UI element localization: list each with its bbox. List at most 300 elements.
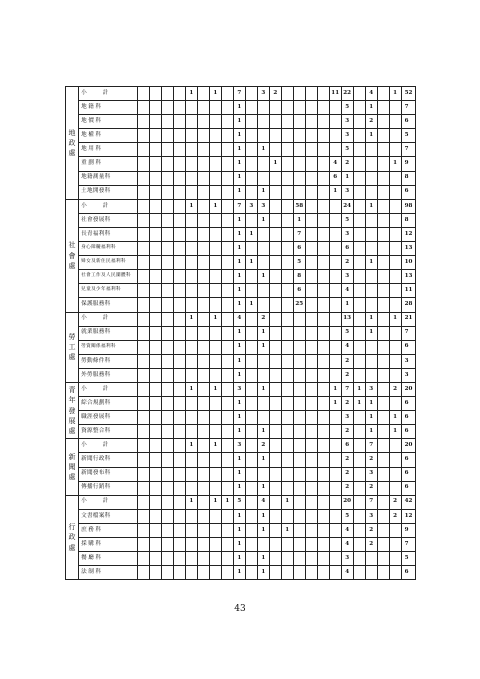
count-cell bbox=[245, 509, 257, 523]
count-cell bbox=[185, 256, 197, 270]
count-cell bbox=[185, 481, 197, 495]
count-cell bbox=[173, 340, 185, 354]
count-cell bbox=[161, 256, 173, 270]
count-cell bbox=[197, 509, 209, 523]
count-cell bbox=[209, 411, 221, 425]
count-cell bbox=[185, 242, 197, 256]
count-cell bbox=[353, 495, 365, 509]
count-cell bbox=[317, 340, 329, 354]
section-label: 土地開發科 bbox=[79, 185, 138, 199]
count-cell bbox=[149, 481, 161, 495]
count-cell bbox=[221, 397, 233, 411]
count-cell bbox=[173, 284, 185, 298]
count-cell bbox=[353, 368, 365, 382]
count-cell bbox=[269, 397, 281, 411]
count-cell: 1 bbox=[233, 101, 245, 115]
count-cell bbox=[377, 566, 389, 580]
count-cell bbox=[317, 101, 329, 115]
count-cell bbox=[185, 523, 197, 537]
section-label: 採購科 bbox=[79, 538, 138, 552]
count-cell bbox=[221, 284, 233, 298]
count-cell bbox=[377, 143, 389, 157]
count-cell bbox=[149, 538, 161, 552]
count-cell bbox=[317, 270, 329, 284]
count-cell bbox=[377, 382, 389, 396]
count-cell bbox=[269, 326, 281, 340]
count-cell bbox=[305, 552, 317, 566]
count-cell bbox=[269, 509, 281, 523]
count-cell bbox=[149, 552, 161, 566]
count-cell: 4 bbox=[233, 312, 245, 326]
table-row bbox=[66, 185, 416, 199]
count-cell bbox=[257, 411, 269, 425]
count-cell bbox=[221, 312, 233, 326]
count-cell bbox=[281, 566, 293, 580]
count-cell bbox=[317, 425, 329, 439]
count-cell bbox=[293, 87, 305, 101]
count-cell: 1 bbox=[209, 199, 221, 213]
count-cell bbox=[161, 481, 173, 495]
total-cell: 20 bbox=[401, 382, 415, 396]
department-label: 青年發展處 bbox=[66, 382, 79, 438]
count-cell: 1 bbox=[233, 523, 245, 537]
count-cell: 6 bbox=[329, 171, 341, 185]
table-row bbox=[66, 397, 416, 411]
count-cell bbox=[209, 552, 221, 566]
count-cell bbox=[269, 368, 281, 382]
section-label: 勞資關係福利科 bbox=[79, 340, 138, 354]
count-cell: 1 bbox=[209, 87, 221, 101]
count-cell bbox=[173, 157, 185, 171]
total-cell: 7 bbox=[401, 143, 415, 157]
count-cell bbox=[305, 453, 317, 467]
count-cell bbox=[269, 256, 281, 270]
count-cell: 2 bbox=[341, 467, 353, 481]
count-cell bbox=[209, 509, 221, 523]
count-cell bbox=[377, 284, 389, 298]
count-cell bbox=[281, 171, 293, 185]
count-cell bbox=[149, 199, 161, 213]
count-cell: 1 bbox=[233, 397, 245, 411]
count-cell bbox=[161, 227, 173, 241]
count-cell bbox=[281, 538, 293, 552]
count-cell bbox=[329, 129, 341, 143]
count-cell bbox=[365, 340, 377, 354]
count-cell bbox=[209, 425, 221, 439]
count-cell bbox=[305, 425, 317, 439]
count-cell: 1 bbox=[209, 439, 221, 453]
count-cell bbox=[269, 185, 281, 199]
subtotal-row bbox=[66, 439, 416, 453]
count-cell bbox=[161, 242, 173, 256]
count-cell bbox=[197, 157, 209, 171]
count-cell bbox=[269, 340, 281, 354]
count-cell bbox=[209, 284, 221, 298]
count-cell bbox=[149, 467, 161, 481]
count-cell bbox=[317, 467, 329, 481]
count-cell bbox=[137, 284, 149, 298]
count-cell bbox=[353, 129, 365, 143]
count-cell bbox=[329, 115, 341, 129]
count-cell bbox=[269, 411, 281, 425]
count-cell: 3 bbox=[245, 199, 257, 213]
count-cell bbox=[197, 101, 209, 115]
subtotal-row bbox=[66, 87, 416, 101]
count-cell bbox=[137, 199, 149, 213]
count-cell bbox=[161, 566, 173, 580]
table-row bbox=[66, 509, 416, 523]
count-cell: 1 bbox=[365, 199, 377, 213]
count-cell bbox=[209, 101, 221, 115]
count-cell bbox=[305, 87, 317, 101]
count-cell bbox=[197, 242, 209, 256]
count-cell bbox=[353, 185, 365, 199]
count-cell: 1 bbox=[245, 227, 257, 241]
count-cell bbox=[137, 326, 149, 340]
section-label: 小 計 bbox=[79, 495, 138, 509]
count-cell: 5 bbox=[233, 495, 245, 509]
count-cell bbox=[305, 129, 317, 143]
count-cell: 1 bbox=[329, 185, 341, 199]
total-cell: 6 bbox=[401, 453, 415, 467]
total-cell: 8 bbox=[401, 171, 415, 185]
count-cell bbox=[245, 242, 257, 256]
count-cell bbox=[185, 101, 197, 115]
table-row bbox=[66, 523, 416, 537]
count-cell: 2 bbox=[389, 495, 401, 509]
count-cell: 1 bbox=[233, 298, 245, 312]
count-cell bbox=[173, 199, 185, 213]
count-cell bbox=[293, 538, 305, 552]
count-cell bbox=[293, 101, 305, 115]
total-cell: 13 bbox=[401, 270, 415, 284]
section-label: 法制科 bbox=[79, 566, 138, 580]
subtotal-row bbox=[66, 199, 416, 213]
table-row bbox=[66, 481, 416, 495]
count-cell bbox=[197, 538, 209, 552]
count-cell bbox=[377, 129, 389, 143]
count-cell: 1 bbox=[185, 382, 197, 396]
department-label: 行政處 bbox=[66, 495, 79, 580]
count-cell: 1 bbox=[389, 425, 401, 439]
count-cell bbox=[161, 326, 173, 340]
count-cell bbox=[353, 439, 365, 453]
section-label: 綜合規劃科 bbox=[79, 397, 138, 411]
count-cell bbox=[293, 171, 305, 185]
count-cell bbox=[245, 425, 257, 439]
count-cell: 1 bbox=[365, 129, 377, 143]
count-cell: 1 bbox=[233, 340, 245, 354]
count-cell bbox=[317, 326, 329, 340]
count-cell bbox=[245, 453, 257, 467]
count-cell bbox=[161, 87, 173, 101]
count-cell: 1 bbox=[233, 143, 245, 157]
count-cell bbox=[329, 284, 341, 298]
count-cell bbox=[329, 495, 341, 509]
count-cell bbox=[305, 382, 317, 396]
count-cell: 4 bbox=[341, 523, 353, 537]
table-row bbox=[66, 425, 416, 439]
count-cell bbox=[329, 213, 341, 227]
count-cell bbox=[173, 270, 185, 284]
table-row bbox=[66, 566, 416, 580]
count-cell bbox=[173, 481, 185, 495]
count-cell bbox=[377, 270, 389, 284]
count-cell: 4 bbox=[257, 495, 269, 509]
total-cell: 9 bbox=[401, 157, 415, 171]
total-cell: 6 bbox=[401, 481, 415, 495]
count-cell: 3 bbox=[341, 270, 353, 284]
count-cell bbox=[305, 227, 317, 241]
count-cell bbox=[305, 326, 317, 340]
count-cell bbox=[185, 284, 197, 298]
table-row bbox=[66, 411, 416, 425]
count-cell bbox=[257, 157, 269, 171]
count-cell bbox=[245, 143, 257, 157]
table-row bbox=[66, 538, 416, 552]
count-cell bbox=[137, 495, 149, 509]
count-cell bbox=[149, 425, 161, 439]
count-cell bbox=[389, 298, 401, 312]
count-cell bbox=[173, 509, 185, 523]
count-cell bbox=[137, 453, 149, 467]
count-cell bbox=[365, 298, 377, 312]
count-cell bbox=[149, 101, 161, 115]
count-cell bbox=[149, 185, 161, 199]
count-cell: 2 bbox=[341, 368, 353, 382]
count-cell bbox=[269, 354, 281, 368]
count-cell bbox=[161, 157, 173, 171]
count-cell bbox=[137, 242, 149, 256]
count-cell bbox=[245, 129, 257, 143]
count-cell bbox=[305, 467, 317, 481]
count-cell bbox=[245, 397, 257, 411]
count-cell bbox=[197, 439, 209, 453]
count-cell bbox=[329, 425, 341, 439]
count-cell bbox=[221, 368, 233, 382]
count-cell bbox=[329, 242, 341, 256]
count-cell bbox=[293, 411, 305, 425]
count-cell: 2 bbox=[341, 425, 353, 439]
count-cell bbox=[209, 326, 221, 340]
count-cell bbox=[245, 185, 257, 199]
count-cell bbox=[305, 101, 317, 115]
count-cell bbox=[269, 242, 281, 256]
count-cell bbox=[317, 382, 329, 396]
count-cell bbox=[353, 326, 365, 340]
count-cell bbox=[137, 552, 149, 566]
count-cell: 20 bbox=[341, 495, 353, 509]
count-cell bbox=[149, 171, 161, 185]
count-cell bbox=[197, 368, 209, 382]
count-cell: 1 bbox=[293, 213, 305, 227]
count-cell bbox=[365, 242, 377, 256]
count-cell: 1 bbox=[233, 227, 245, 241]
count-cell bbox=[281, 354, 293, 368]
count-cell bbox=[221, 552, 233, 566]
count-cell bbox=[377, 199, 389, 213]
count-cell bbox=[353, 87, 365, 101]
count-cell bbox=[329, 354, 341, 368]
count-cell bbox=[377, 157, 389, 171]
total-cell: 28 bbox=[401, 298, 415, 312]
count-cell bbox=[281, 439, 293, 453]
department-label: 地政處 bbox=[66, 87, 79, 200]
count-cell bbox=[281, 509, 293, 523]
count-cell bbox=[161, 284, 173, 298]
count-cell bbox=[221, 425, 233, 439]
table-row bbox=[66, 354, 416, 368]
count-cell bbox=[137, 101, 149, 115]
count-cell bbox=[137, 566, 149, 580]
count-cell bbox=[389, 171, 401, 185]
count-cell bbox=[161, 411, 173, 425]
count-cell bbox=[389, 439, 401, 453]
count-cell bbox=[173, 368, 185, 382]
count-cell bbox=[161, 129, 173, 143]
count-cell bbox=[221, 523, 233, 537]
count-cell bbox=[161, 453, 173, 467]
count-cell bbox=[353, 256, 365, 270]
count-cell: 2 bbox=[389, 509, 401, 523]
table-row bbox=[66, 242, 416, 256]
count-cell bbox=[281, 382, 293, 396]
count-cell bbox=[149, 411, 161, 425]
count-cell bbox=[161, 270, 173, 284]
section-label: 地價科 bbox=[79, 115, 138, 129]
table-row bbox=[66, 284, 416, 298]
count-cell: 1 bbox=[245, 256, 257, 270]
count-cell bbox=[389, 368, 401, 382]
count-cell bbox=[197, 171, 209, 185]
count-cell bbox=[137, 298, 149, 312]
count-cell bbox=[185, 509, 197, 523]
count-cell bbox=[377, 340, 389, 354]
count-cell bbox=[329, 270, 341, 284]
count-cell: 1 bbox=[281, 495, 293, 509]
section-label: 保護服務科 bbox=[79, 298, 138, 312]
count-cell bbox=[377, 495, 389, 509]
count-cell bbox=[149, 509, 161, 523]
table-row bbox=[66, 129, 416, 143]
section-label: 勞動條件科 bbox=[79, 354, 138, 368]
section-label: 職涯發展科 bbox=[79, 411, 138, 425]
count-cell bbox=[245, 354, 257, 368]
count-cell: 2 bbox=[365, 115, 377, 129]
count-cell: 3 bbox=[257, 87, 269, 101]
count-cell bbox=[221, 270, 233, 284]
count-cell bbox=[257, 397, 269, 411]
count-cell bbox=[137, 354, 149, 368]
count-cell bbox=[377, 227, 389, 241]
count-cell bbox=[305, 340, 317, 354]
count-cell bbox=[137, 481, 149, 495]
count-cell: 5 bbox=[341, 143, 353, 157]
count-cell bbox=[137, 129, 149, 143]
count-cell: 1 bbox=[389, 87, 401, 101]
count-cell bbox=[197, 397, 209, 411]
count-cell bbox=[377, 256, 389, 270]
total-cell: 21 bbox=[401, 312, 415, 326]
count-cell bbox=[209, 129, 221, 143]
count-cell: 1 bbox=[365, 101, 377, 115]
count-cell: 1 bbox=[233, 213, 245, 227]
count-cell bbox=[257, 368, 269, 382]
department-label: 新聞處 bbox=[66, 439, 79, 495]
count-cell bbox=[353, 171, 365, 185]
total-cell: 6 bbox=[401, 115, 415, 129]
count-cell bbox=[209, 171, 221, 185]
count-cell bbox=[353, 143, 365, 157]
count-cell bbox=[149, 397, 161, 411]
count-cell bbox=[245, 115, 257, 129]
count-cell: 1 bbox=[185, 87, 197, 101]
section-label: 庶務科 bbox=[79, 523, 138, 537]
count-cell: 1 bbox=[389, 157, 401, 171]
count-cell bbox=[197, 185, 209, 199]
count-cell bbox=[161, 439, 173, 453]
count-cell bbox=[173, 101, 185, 115]
count-cell bbox=[329, 227, 341, 241]
count-cell: 7 bbox=[233, 199, 245, 213]
count-cell bbox=[197, 298, 209, 312]
count-cell bbox=[389, 242, 401, 256]
count-cell bbox=[389, 143, 401, 157]
count-cell bbox=[365, 368, 377, 382]
count-cell bbox=[149, 326, 161, 340]
count-cell bbox=[185, 298, 197, 312]
count-cell bbox=[305, 538, 317, 552]
count-cell bbox=[149, 227, 161, 241]
count-cell: 1 bbox=[245, 298, 257, 312]
count-cell bbox=[209, 368, 221, 382]
count-cell: 25 bbox=[293, 298, 305, 312]
section-label: 長青福利科 bbox=[79, 227, 138, 241]
count-cell bbox=[281, 199, 293, 213]
count-cell bbox=[281, 298, 293, 312]
count-cell: 1 bbox=[185, 199, 197, 213]
count-cell bbox=[221, 227, 233, 241]
count-cell bbox=[329, 467, 341, 481]
total-cell: 7 bbox=[401, 101, 415, 115]
total-cell: 7 bbox=[401, 326, 415, 340]
count-cell bbox=[353, 312, 365, 326]
count-cell bbox=[353, 101, 365, 115]
count-cell bbox=[305, 481, 317, 495]
count-cell bbox=[353, 157, 365, 171]
count-cell bbox=[269, 129, 281, 143]
count-cell bbox=[149, 213, 161, 227]
count-cell bbox=[317, 284, 329, 298]
count-cell bbox=[161, 523, 173, 537]
count-cell bbox=[221, 242, 233, 256]
count-cell: 2 bbox=[341, 157, 353, 171]
count-cell bbox=[281, 157, 293, 171]
count-cell bbox=[305, 368, 317, 382]
count-cell bbox=[389, 101, 401, 115]
count-cell bbox=[329, 326, 341, 340]
count-cell bbox=[305, 509, 317, 523]
count-cell bbox=[161, 101, 173, 115]
count-cell: 6 bbox=[293, 284, 305, 298]
count-cell bbox=[329, 411, 341, 425]
count-cell bbox=[137, 368, 149, 382]
total-cell: 98 bbox=[401, 199, 415, 213]
count-cell: 1 bbox=[233, 538, 245, 552]
count-cell bbox=[317, 185, 329, 199]
count-cell bbox=[173, 354, 185, 368]
count-cell bbox=[317, 312, 329, 326]
